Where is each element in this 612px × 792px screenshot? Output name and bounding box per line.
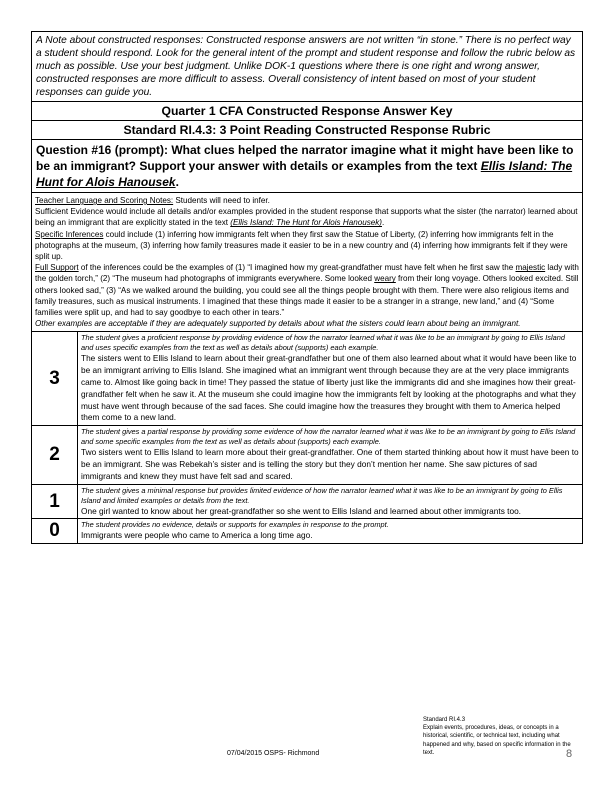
specific-text: could include (1) inferring how immigrants felt when they first saw the Statue of Liberty, (2) inferring how immigrants felt in the photographs at the museum, (3) inferring how family treasures made it easier to be in a new country and (4) inferring how immigrants felt if they were split up. [35, 229, 568, 262]
question-end: . [175, 175, 179, 189]
standard-title: Standard RI.4.3: 3 Point Reading Constructed Response Rubric [32, 121, 582, 140]
score-example: Immigrants were people who came to America a long time ago. [81, 530, 313, 541]
sufficient-notes [35, 206, 579, 228]
full-label: Full Support [35, 263, 79, 273]
score-description: The student gives a minimal response but provides limited evidence of how the narrator learned what it was like to be an immigrant by going to Ellis Island and limited examples or details from the text. [81, 485, 563, 505]
constructed-response-note: A Note about constructed responses: Constructed response answers are not written “in stone.” There is no perfect way a student should respond. Look for the general intent of the prompt and student response and follow the rubric below as much as possible. Use your best judgment. Unlike DOK-1 questions where there is one right and wrong answer, constructed responses are more difficult to assess. Overall consistency of intent based on most of your student responses can guide you. [32, 32, 582, 102]
specific-notes [35, 229, 579, 263]
score-example: Two sisters went to Ellis Island to learn more about their great-grandfather. One of them started thinking about how it must have been to be an immigrant. She was Rebekah’s sister and is telling the story but they don’t mention her name. She saw pictures of sad immigrants and knew they must have felt sad and scared. [81, 447, 579, 481]
score-example: One girl wanted to know about her great-grandfather so she went to Ellis Island and learned about other immigrants too. [81, 505, 521, 516]
majestic-word: majestic [515, 263, 546, 273]
rubric-body [78, 332, 582, 425]
footer-date: 07/04/2015 OSPS- Richmond [227, 750, 320, 757]
score-value: 2 [32, 426, 78, 483]
scoring-notes [32, 193, 582, 332]
standard-footnote-text: Explain events, procedures, ideas, or concepts in a historical, scientific, or technical text, including what happened and why, based on specific information in the text. [423, 725, 571, 756]
weary-word: weary [374, 274, 396, 284]
specific-label: Specific Inferences [35, 229, 104, 239]
standard-footnote [423, 716, 578, 757]
question-prompt [32, 140, 582, 193]
score-description: The student gives a partial response by providing some evidence of how the narrator learned what it was like to be an immigrant by going to Ellis Island and some specific examples from the text as well as details about (supports) each example. [81, 427, 576, 447]
full-text-3: from their long voyage. Others looked excited. Still others looked sad,” (3) “As we walked around the building, you could see all the things people brought with them. There were also religious items and family treasures, such as musical instruments. I imagined that these things made it easier to be a stranger in a strange, new land,” and (4) “Some families were split up, and had to say goodbye to each other in tears.” [35, 274, 579, 318]
score-description: The student provides no evidence, details or supports for examples in response to the prompt. [81, 520, 389, 530]
sufficient-label: Sufficient [35, 207, 69, 217]
rubric-row-0 [32, 519, 582, 543]
score-value: 3 [32, 332, 78, 425]
other-examples-note: Other examples are acceptable if they are adequately supported by details about what the sisters could learn about being an immigrant. [35, 319, 521, 329]
teacher-notes [35, 195, 579, 206]
sufficient-title: (Ellis Island: The Hunt for Alois Hanousek) [230, 218, 382, 228]
teacher-label: Teacher Language and Scoring Notes: [35, 196, 174, 205]
rubric-row-1 [32, 485, 582, 520]
rubric-row-2 [32, 426, 582, 484]
page-number: 8 [566, 748, 573, 760]
rubric-body [78, 485, 582, 519]
rubric-page [31, 31, 583, 544]
full-text-1: of the inferences could be the examples of (1) “I imagined how my great-grandfather must have felt when he first saw the [78, 263, 516, 273]
score-value: 1 [32, 485, 78, 519]
rubric-body [78, 519, 582, 543]
score-example: The sisters went to Ellis Island to learn about their great-grandfather but one of them also learned about what it would have been like to be an immigrant arriving to Ellis Island. She imagined what an immigrant went through because they are at the very place immigrants came to. Almost like going back in time! They passed the statue of liberty just like the immigrants did and she imagines how their great-grandfather felt when he saw it. At the museum she could imagine how the immigrants felt by looking at the photographs and what they must have went through because of the sad faces. She could imagine how the treasures they brought with them to America helped them come to a new land. [81, 353, 577, 423]
full-text-2: lady with the golden torch,” (2) “The museum had photographs of immigrants everywhere. Some looked [35, 263, 579, 284]
score-description: The student gives a proficient response by providing evidence of how the narrator learned what it was like to be an immigrant by going to Ellis Island and uses specific examples from the text as well as details about (supports) each example. [81, 333, 565, 353]
text-title: Ellis Island: The Hunt for Alois Hanousek [36, 159, 573, 189]
standard-footnote-title: Standard RI.4.3 [423, 717, 466, 723]
teacher-text: Students will need to infer. [173, 196, 270, 205]
question-text: Question #16 (prompt): What clues helped the narrator imagine what it might have been like to be an immigrant? Support your answer with details or examples from the text [36, 143, 574, 173]
sufficient-text: Evidence would include all details and/or examples provided in the student response that supports what the sister (the narrator) learned about being an immigrant that are explicitly stated in the text [35, 207, 578, 228]
score-value: 0 [32, 519, 78, 543]
answer-key-title: Quarter 1 CFA Constructed Response Answer Key [32, 102, 582, 121]
full-support-notes [35, 262, 579, 318]
sufficient-end: . [382, 218, 385, 228]
rubric-body [78, 426, 582, 483]
rubric-row-3 [32, 332, 582, 426]
